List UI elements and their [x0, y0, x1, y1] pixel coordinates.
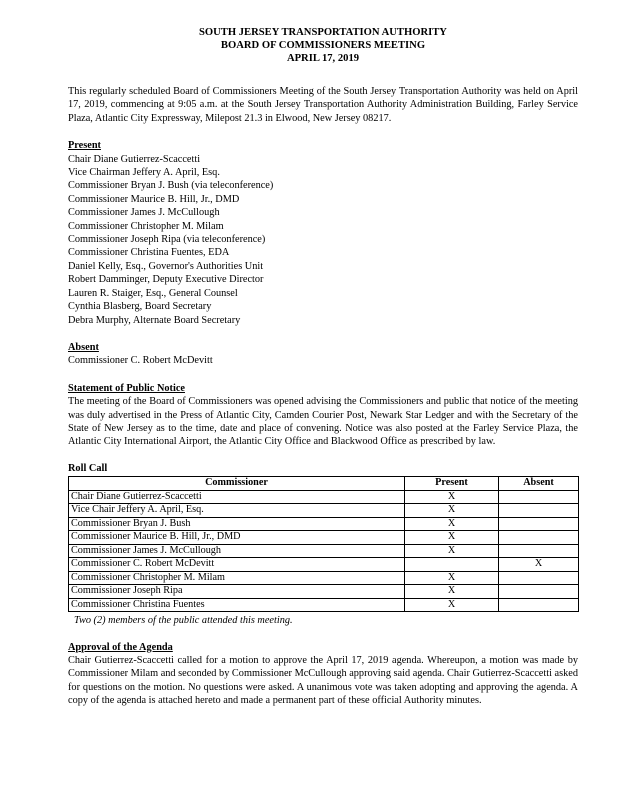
present-cell: X [405, 571, 499, 585]
document-header [68, 26, 578, 65]
present-cell: X [405, 598, 499, 612]
present-member: Robert Damminger, Deputy Executive Director [68, 274, 264, 286]
present-member: Lauren R. Staiger, Esq., General Counsel [68, 287, 238, 299]
absent-cell [499, 544, 579, 558]
present-cell: X [405, 585, 499, 599]
absent-section [68, 341, 578, 368]
table-row [69, 571, 579, 585]
absent-cell [499, 598, 579, 612]
absent-member: Commissioner C. Robert McDevitt [68, 355, 213, 367]
present-member: Commissioner Bryan J. Bush (via teleconference) [68, 180, 274, 192]
table-row [69, 531, 579, 545]
agenda-section [68, 641, 578, 708]
public-notice-heading: Statement of Public Notice [68, 382, 185, 394]
header-meeting-date: APRIL 17, 2019 [286, 53, 360, 64]
public-notice-paragraph: The meeting of the Board of Commissioners was opened advising the Commissioners and public that notice of the meeting was duly advertised in the Press of Atlantic City, Camden Courier Post, Newark Star Ledger and with the Secretary of the State of New Jersey as to the time, date and place of convening. Notice was also posted at the Farley Service Plaza, the Atlantic City International Airport, the Atlantic City Office and Blackwood Office as prescribed by law. [68, 396, 578, 448]
present-member: Cynthia Blasberg, Board Secretary [68, 301, 212, 313]
present-member: Commissioner Christopher M. Milam [68, 220, 224, 232]
table-row [69, 504, 579, 518]
table-row [69, 517, 579, 531]
present-member: Vice Chairman Jeffery A. April, Esq. [68, 167, 220, 179]
present-member: Daniel Kelly, Esq., Governor's Authorities Unit [68, 260, 264, 272]
header-meeting-name: BOARD OF COMMISSIONERS MEETING [220, 40, 426, 51]
present-member: Debra Murphy, Alternate Board Secretary [68, 314, 241, 326]
commissioner-name-cell: Commissioner Christina Fuentes [69, 598, 405, 612]
column-header-commissioner: Commissioner [69, 477, 405, 491]
present-member: Commissioner Maurice B. Hill, Jr., DMD [68, 193, 240, 205]
table-row [69, 558, 579, 572]
roll-call-table [68, 476, 579, 612]
roll-call-section [68, 462, 578, 628]
present-section [68, 139, 578, 327]
present-heading: Present [68, 140, 101, 152]
present-cell: X [405, 490, 499, 504]
commissioner-name-cell: Commissioner Bryan J. Bush [69, 517, 405, 531]
present-list [68, 153, 578, 327]
present-cell [405, 558, 499, 572]
present-cell: X [405, 504, 499, 518]
absent-heading: Absent [68, 341, 99, 353]
present-member: Commissioner Joseph Ripa (via teleconference) [68, 234, 266, 246]
commissioner-name-cell: Commissioner Joseph Ripa [69, 585, 405, 599]
absent-cell: X [499, 558, 579, 572]
commissioner-name-cell: Chair Diane Gutierrez-Scaccetti [69, 490, 405, 504]
present-cell: X [405, 531, 499, 545]
column-header-absent: Absent [499, 477, 579, 491]
absent-cell [499, 517, 579, 531]
table-row [69, 585, 579, 599]
absent-cell [499, 531, 579, 545]
document-page [68, 26, 578, 708]
present-cell: X [405, 544, 499, 558]
absent-cell [499, 504, 579, 518]
public-attendance-note: Two (2) members of the public attended this meeting. [74, 615, 293, 627]
roll-call-header-row [69, 477, 579, 491]
present-member: Chair Diane Gutierrez-Scaccetti [68, 153, 201, 165]
commissioner-name-cell: Commissioner Christopher M. Milam [69, 571, 405, 585]
absent-cell [499, 490, 579, 504]
roll-call-heading: Roll Call [68, 462, 108, 474]
commissioner-name-cell: Commissioner C. Robert McDevitt [69, 558, 405, 572]
absent-cell [499, 585, 579, 599]
commissioner-name-cell: Commissioner James J. McCullough [69, 544, 405, 558]
column-header-present: Present [405, 477, 499, 491]
agenda-paragraph: Chair Gutierrez-Scaccetti called for a motion to approve the April 17, 2019 agenda. Whereupon, a motion was made by Commissioner Milam and seconded by Commissioner McCullough approving said agenda. Chair Gutierrez-Scaccetti asked for questions on the motion. No questions were asked. A unanimous vote was taken adopting and approving the agenda. A copy of the agenda is attached hereto and made a permanent part of these official Authority minutes. [68, 654, 578, 707]
commissioner-name-cell: Vice Chair Jeffery A. April, Esq. [69, 504, 405, 518]
agenda-heading: Approval of the Agenda [68, 641, 173, 653]
table-row [69, 598, 579, 612]
present-cell: X [405, 517, 499, 531]
absent-cell [499, 571, 579, 585]
table-row [69, 490, 579, 504]
present-member: Commissioner James J. McCullough [68, 207, 220, 219]
intro-paragraph: This regularly scheduled Board of Commissioners Meeting of the South Jersey Transportation Authority was held on April 17, 2019, commencing at 9:05 a.m. at the South Jersey Transportation Authority Administration Building, Farley Service Plaza, Atlantic City Expressway, Milepost 21.3 in Elwood, New Jersey 08217. [68, 86, 578, 124]
public-notice-section [68, 382, 578, 449]
present-member: Commissioner Christina Fuentes, EDA [68, 247, 230, 259]
commissioner-name-cell: Commissioner Maurice B. Hill, Jr., DMD [69, 531, 405, 545]
header-authority-name: SOUTH JERSEY TRANSPORTATION AUTHORITY [199, 27, 447, 38]
table-row [69, 544, 579, 558]
